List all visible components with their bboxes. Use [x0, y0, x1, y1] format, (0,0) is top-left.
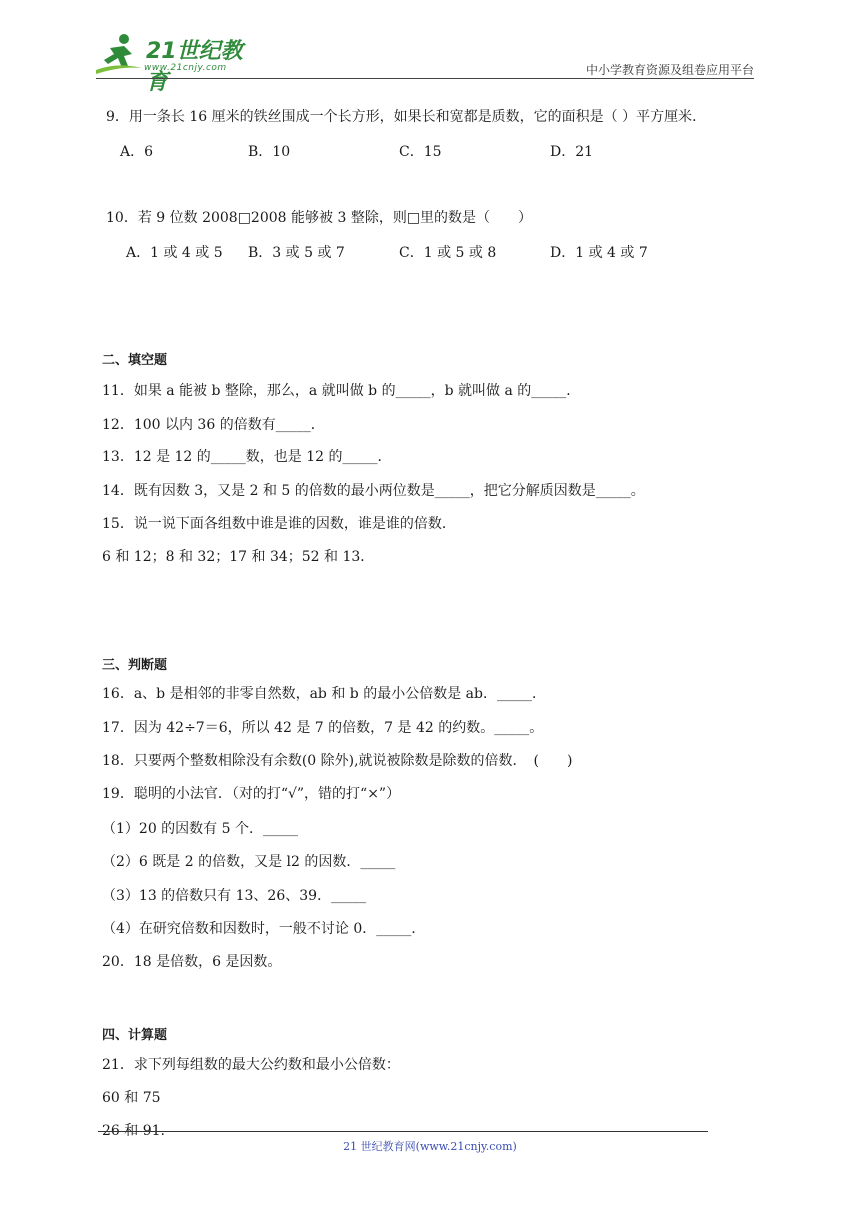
q10-option-c: C．1 或 5 或 8 [399, 245, 497, 261]
question-10: 10．若 9 位数 2008□2008 能够被 3 整除，则□里的数是（ ） [106, 210, 533, 226]
question-9: 9．用一条长 16 厘米的铁丝围成一个长方形，如果长和宽都是质数，它的面积是（ ）平方厘米． [106, 109, 707, 125]
question-21: 21．求下列每组数的最大公约数和最小公倍数： [102, 1057, 400, 1073]
q9-option-d: D．21 [550, 144, 594, 160]
question-11: 11．如果 a 能被 b 整除，那么，a 就叫做 b 的_____，b 就叫做 a 的_____． [102, 383, 581, 399]
q9-option-b: B．10 [248, 144, 291, 160]
q10-option-d: D．1 或 4 或 7 [550, 245, 648, 261]
section-title-fill-in: 二、填空题 [102, 353, 168, 368]
q10-option-a: A．1 或 4 或 5 [126, 245, 223, 261]
section-title-calculation: 四、计算题 [102, 1028, 168, 1043]
question-19-4: （4）在研究倍数和因数时，一般不讨论 0．_____. [102, 921, 416, 937]
runner-logo-icon [94, 32, 144, 76]
footer-divider [98, 1131, 708, 1132]
site-name: 中小学教育资源及组卷应用平台 [585, 63, 754, 77]
question-12: 12．100 以内 36 的倍数有_____． [102, 417, 325, 433]
question-18: 18．只要两个整数相除没有余数(0 除外),就说被除数是除数的倍数． ( ) [102, 753, 573, 769]
question-19-2: （2）6 既是 2 的倍数，又是 l2 的因数．_____ [102, 854, 396, 870]
question-15: 15．说一说下面各组数中谁是谁的因数，谁是谁的倍数． [102, 516, 456, 532]
question-15-numbers: 6 和 12；8 和 32；17 和 34；52 和 13． [102, 549, 375, 565]
logo-title: 21世纪教育 [146, 39, 243, 95]
question-21-pair-2: 26 和 91. [102, 1123, 165, 1139]
question-13: 13．12 是 12 的_____数，也是 12 的_____． [102, 449, 392, 465]
logo-url: www.21cnjy.com [144, 63, 227, 73]
footer-text: 21 世纪教育网(www.21cnjy.com) [343, 1140, 517, 1153]
question-16: 16．a、b 是相邻的非零自然数，ab 和 b 的最小公倍数是 ab．_____． [102, 686, 546, 702]
question-19: 19．聪明的小法官．（对的打“√”，错的打“×”） [102, 786, 401, 802]
question-17: 17．因为 42÷7＝6，所以 42 是 7 的倍数，7 是 42 的约数。_____。 [102, 720, 544, 736]
q10-option-b: B．3 或 5 或 7 [248, 245, 345, 261]
header-divider [96, 78, 754, 79]
q9-option-c: C．15 [399, 144, 442, 160]
q9-option-a: A．6 [120, 144, 154, 160]
question-21-pair-1: 60 和 75 [102, 1090, 161, 1106]
question-14: 14．既有因数 3，又是 2 和 5 的倍数的最小两位数是_____，把它分解质因数是_____。 [102, 483, 645, 499]
section-title-judgment: 三、判断题 [102, 658, 168, 673]
question-19-1: （1）20 的因数有 5 个．_____ [102, 821, 298, 837]
question-19-3: （3）13 的倍数只有 13、26、39．_____ [102, 888, 367, 904]
logo [94, 32, 264, 95]
question-20: 20．18 是倍数，6 是因数。 [102, 954, 282, 970]
